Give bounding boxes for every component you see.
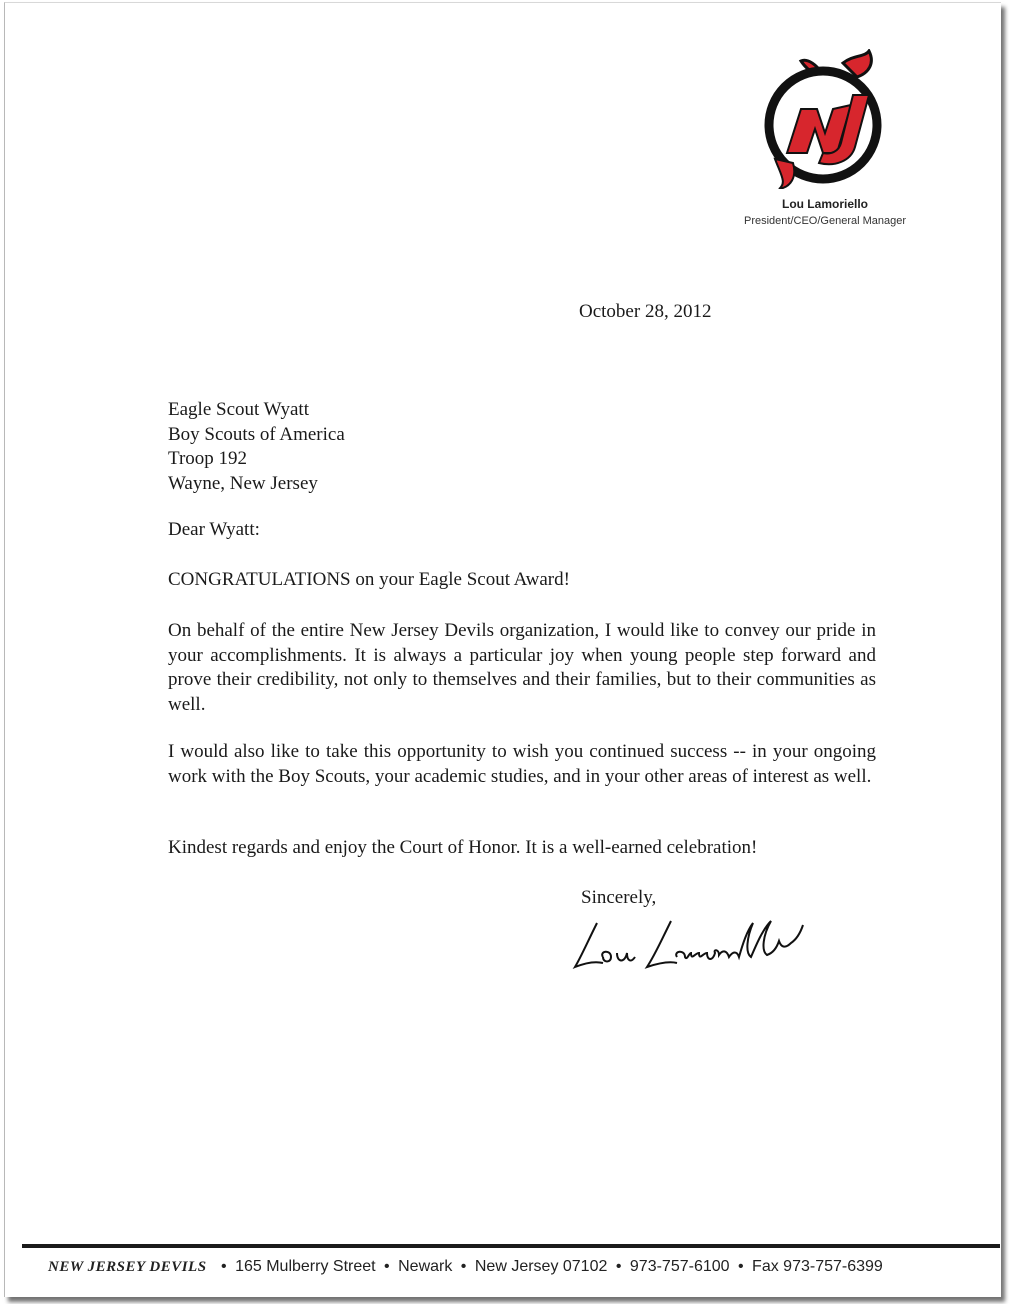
body-paragraph: I would also like to take this opportunity to wish you continued success -- in your ongoing work with the Boy Scouts, your academic studies, and in your other areas of interest as well. [168, 741, 876, 787]
footer-phone: 973-757-6100 [629, 1258, 730, 1275]
footer-rule [22, 1244, 1000, 1248]
footer-state-zip: New Jersey 07102 [474, 1258, 608, 1275]
handwritten-signature [567, 913, 827, 977]
congratulations-line: CONGRATULATIONS on your Eagle Scout Award! [168, 569, 570, 590]
address-line: Wayne, New Jersey [168, 472, 318, 494]
letter-page [4, 2, 1001, 1297]
address-line: Boy Scouts of America [168, 423, 345, 445]
address-line: Eagle Scout Wyatt [168, 399, 309, 420]
footer-separator: • [737, 1258, 744, 1275]
footer-city: Newark [398, 1258, 453, 1275]
footer-separator: • [221, 1258, 227, 1275]
letter-date: October 28, 2012 [579, 301, 712, 322]
signoff: Sincerely, [581, 887, 657, 908]
footer-separator: • [460, 1258, 467, 1275]
salutation: Dear Wyatt: [168, 519, 260, 540]
executive-title: President/CEO/General Manager [743, 215, 907, 227]
recipient-address [168, 398, 345, 496]
footer-address [48, 1258, 883, 1276]
closing-line: Kindest regards and enjoy the Court of Honor. It is a well-earned celebration! [168, 837, 758, 858]
footer-separator: • [384, 1258, 390, 1275]
footer-brand: NEW JERSEY DEVILS [48, 1259, 207, 1275]
body-paragraph: On behalf of the entire New Jersey Devils organization, I would like to convey our pride in your accomplishments. It is always a particular joy when young people step forward and prove their credibility, not only to themselves and their families, but to their communities as well. [168, 620, 876, 715]
footer-fax: Fax 973-757-6399 [752, 1258, 883, 1275]
executive-name: Lou Lamoriello [781, 197, 868, 211]
footer-separator: • [615, 1258, 622, 1275]
address-line: Troop 192 [168, 448, 248, 469]
footer-street: 165 Mulberry Street [235, 1258, 376, 1275]
new-jersey-devils-logo [757, 49, 893, 189]
